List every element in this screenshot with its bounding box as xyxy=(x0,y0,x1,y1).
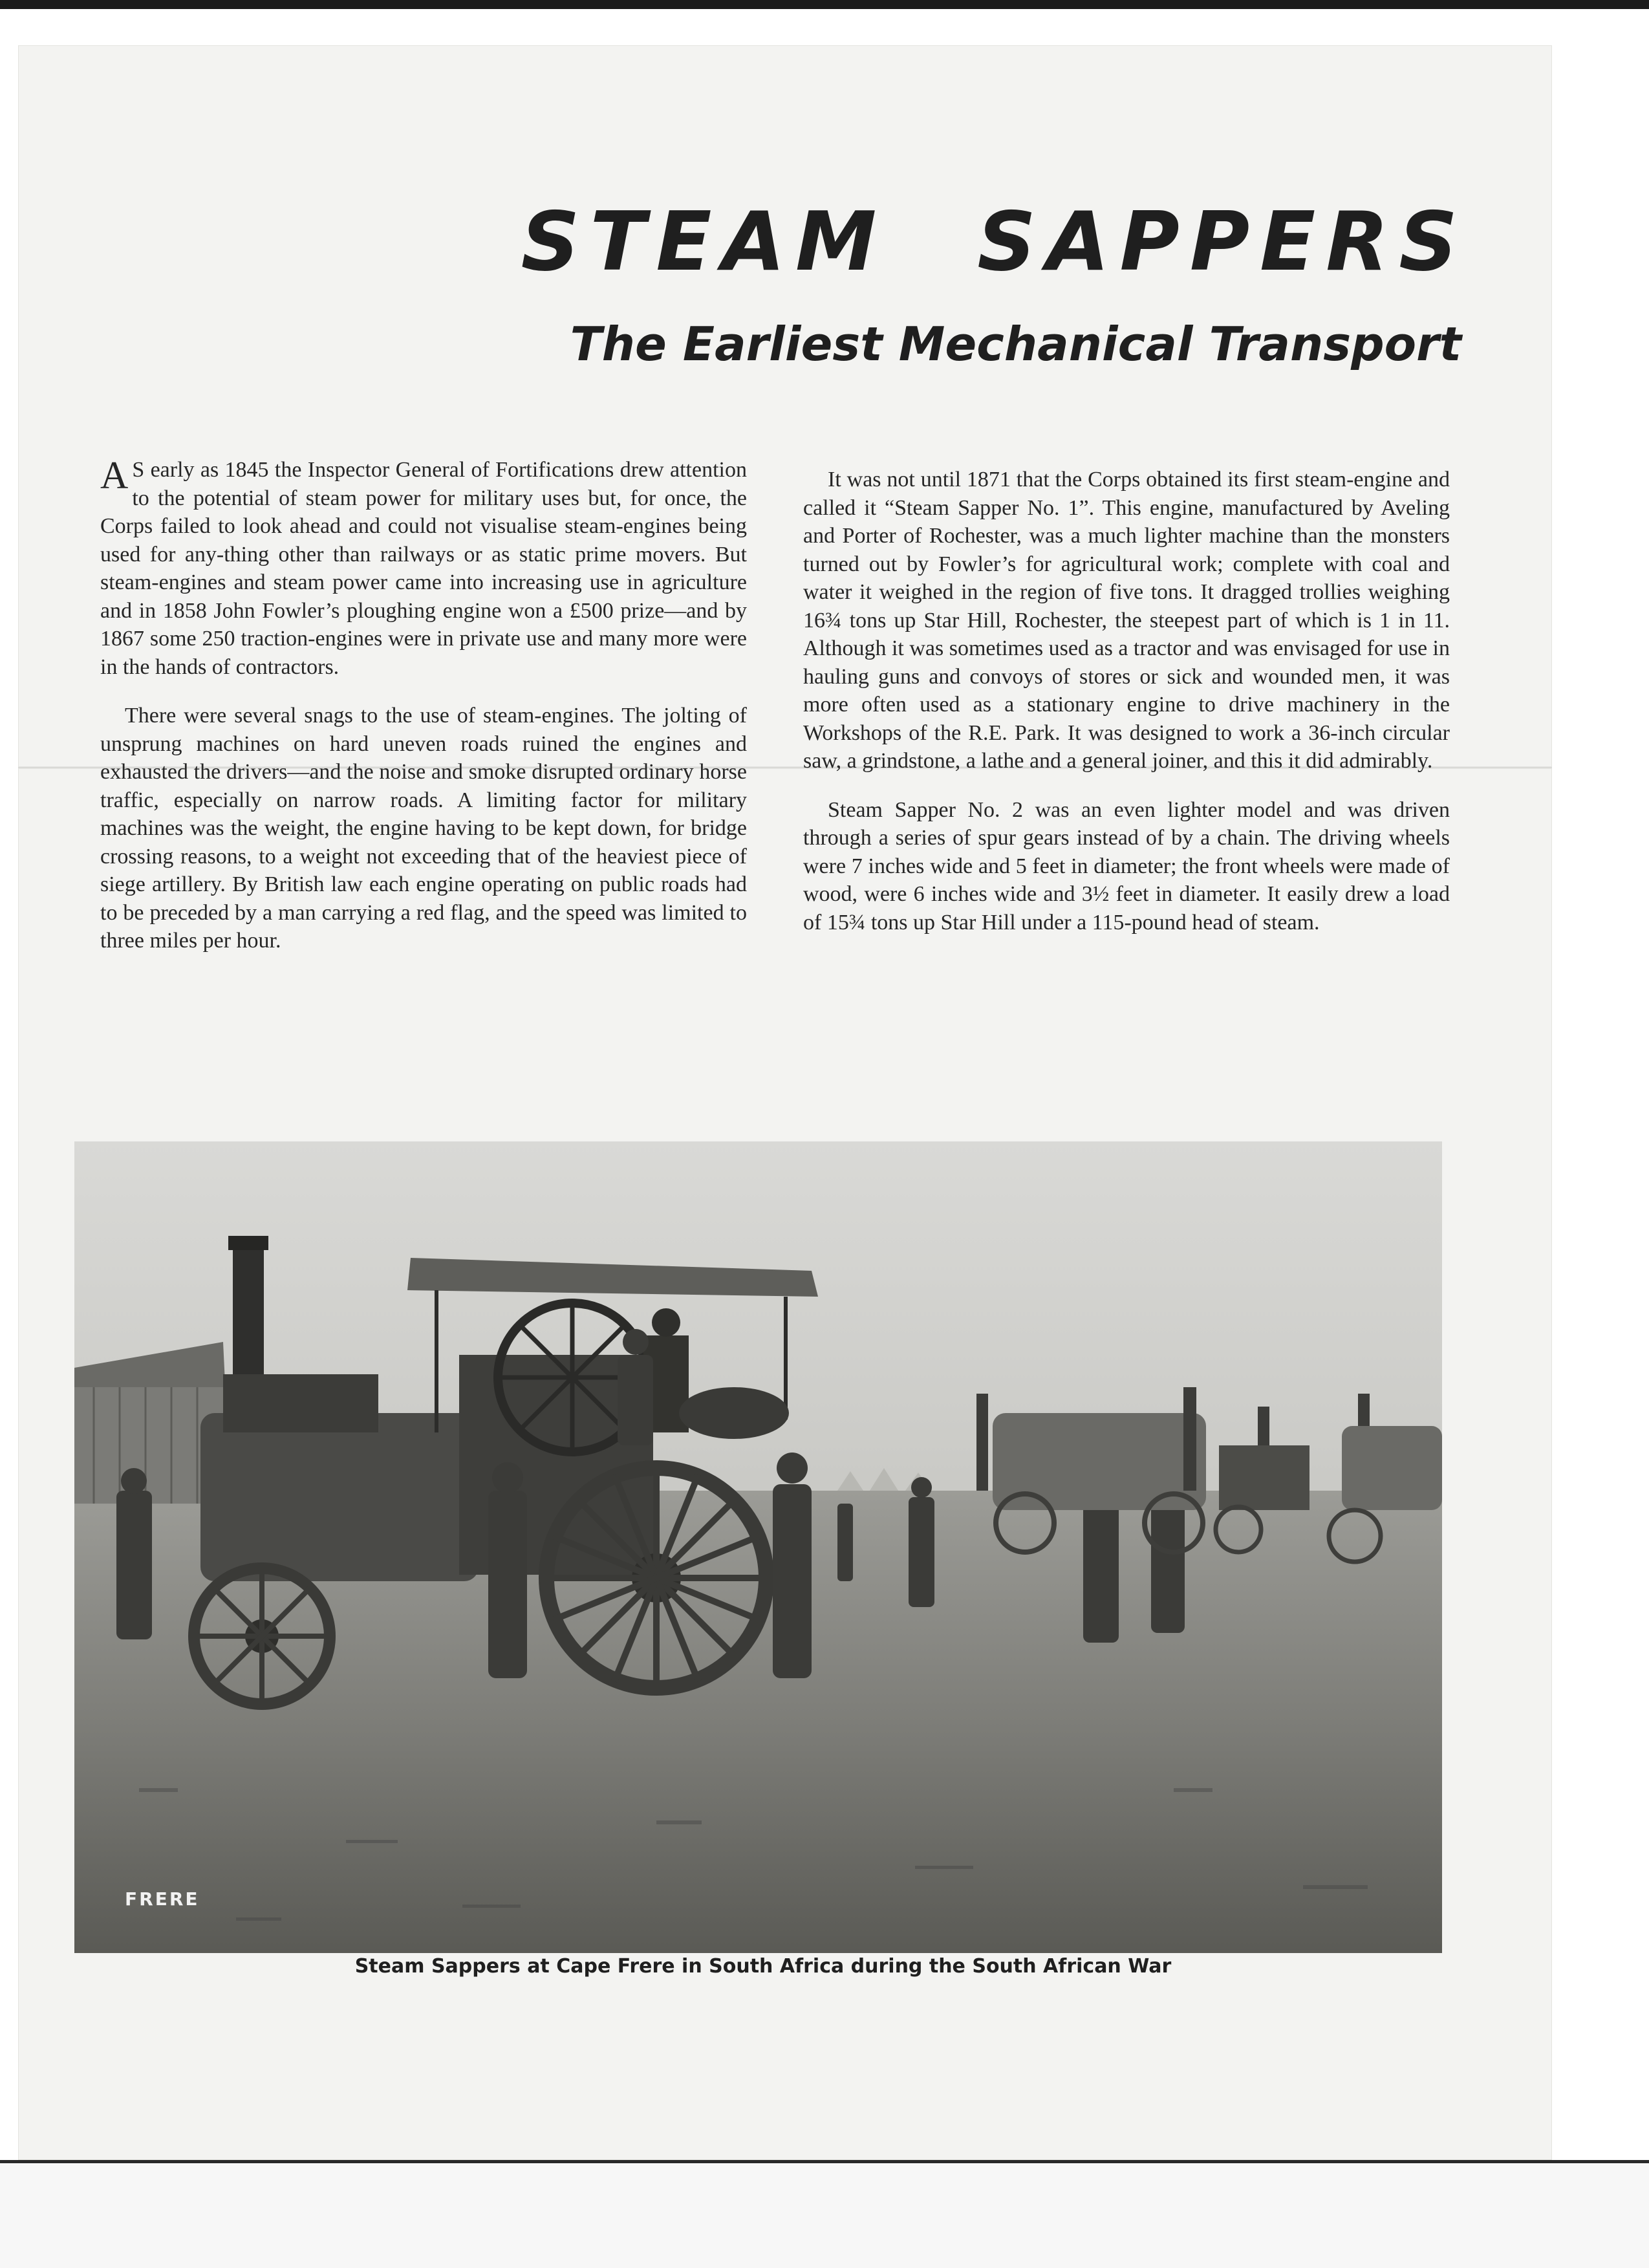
left-paragraph-2: There were several snags to the use of steam-engines. The jolting of unsprung machines on hard uneven roads ruined the engines and exhausted the drivers—and the noise and smoke disrupted ordinary horse traffic, especially on narrow roads. A limiting factor for military machines was the weight, the engine having to be kept down, for bridge crossing reasons, to a weight not exceeding that of the heaviest piece of siege artillery. By British law each engine operating on public roads had to be preceded by a man carrying a red flag, and the speed was limited to three miles per hour. xyxy=(100,704,747,953)
photo-illustration xyxy=(74,1141,1442,1953)
article-title: STEAM SAPPERS xyxy=(521,194,1468,289)
left-paragraph-1-text: S early as 1845 the Inspector General of Fortifications drew attention to the potential of steam power for military uses but, for once, the Corps failed to look ahead and could not visualise steam-engines being used for any-thing other than railways or as static prime movers. But steam-engines and steam power came into increasing use in agriculture and in 1858 John Fowler’s ploughing engine won a £500 prize—and by 1867 some 250 traction-engines were in private use and many more were in the hands of contractors. xyxy=(100,458,747,679)
right-paragraph-2: Steam Sapper No. 2 was an even lighter model and was driven through a series of spur gears instead of by a chain. The driving wheels were 7 inches wide and 5 feet in diameter; the front wheels were made of wood, were 6 inches wide and 3½ feet in diameter. It easily drew a load of 15¾ tons up Star Hill under a 115-pound head of steam. xyxy=(803,797,1450,934)
article-subtitle: The Earliest Mechanical Transport xyxy=(570,317,1461,371)
drop-cap: A xyxy=(100,454,129,497)
left-text-column xyxy=(100,456,747,976)
right-text-column xyxy=(803,466,1450,957)
scan-top-edge xyxy=(0,0,1649,9)
steam-sappers-photograph xyxy=(74,1141,1442,1953)
left-paragraph-1 xyxy=(100,456,747,681)
photo-caption: Steam Sappers at Cape Frere in South Africa during the South African War xyxy=(354,1955,1172,1978)
photo-inscription: FRERE xyxy=(125,1888,200,1910)
scan-bottom-margin xyxy=(0,2163,1649,2268)
right-paragraph-1: It was not until 1871 that the Corps obtained its first steam-engine and called it “Steam Sapper No. 1”. This engine, manufactured by Aveling and Porter of Rochester, was a much lighter machine than the monsters turned out by Fowler’s for agricultural work; complete with coal and water it weighed in the region of five tons. It dragged trollies weighing 16¾ tons up Star Hill, Rochester, the steepest part of which is 1 in 11. Although it was sometimes used as a tractor and was envisaged for use in hauling guns and convoys of stores or sick and wounded men, it was more often used as a stationary engine to drive machinery in the Workshops of the R.E. Park. It was designed to work a 36-inch circular saw, a grindstone, a lathe and a general joiner, and this it did admirably. xyxy=(803,468,1450,773)
